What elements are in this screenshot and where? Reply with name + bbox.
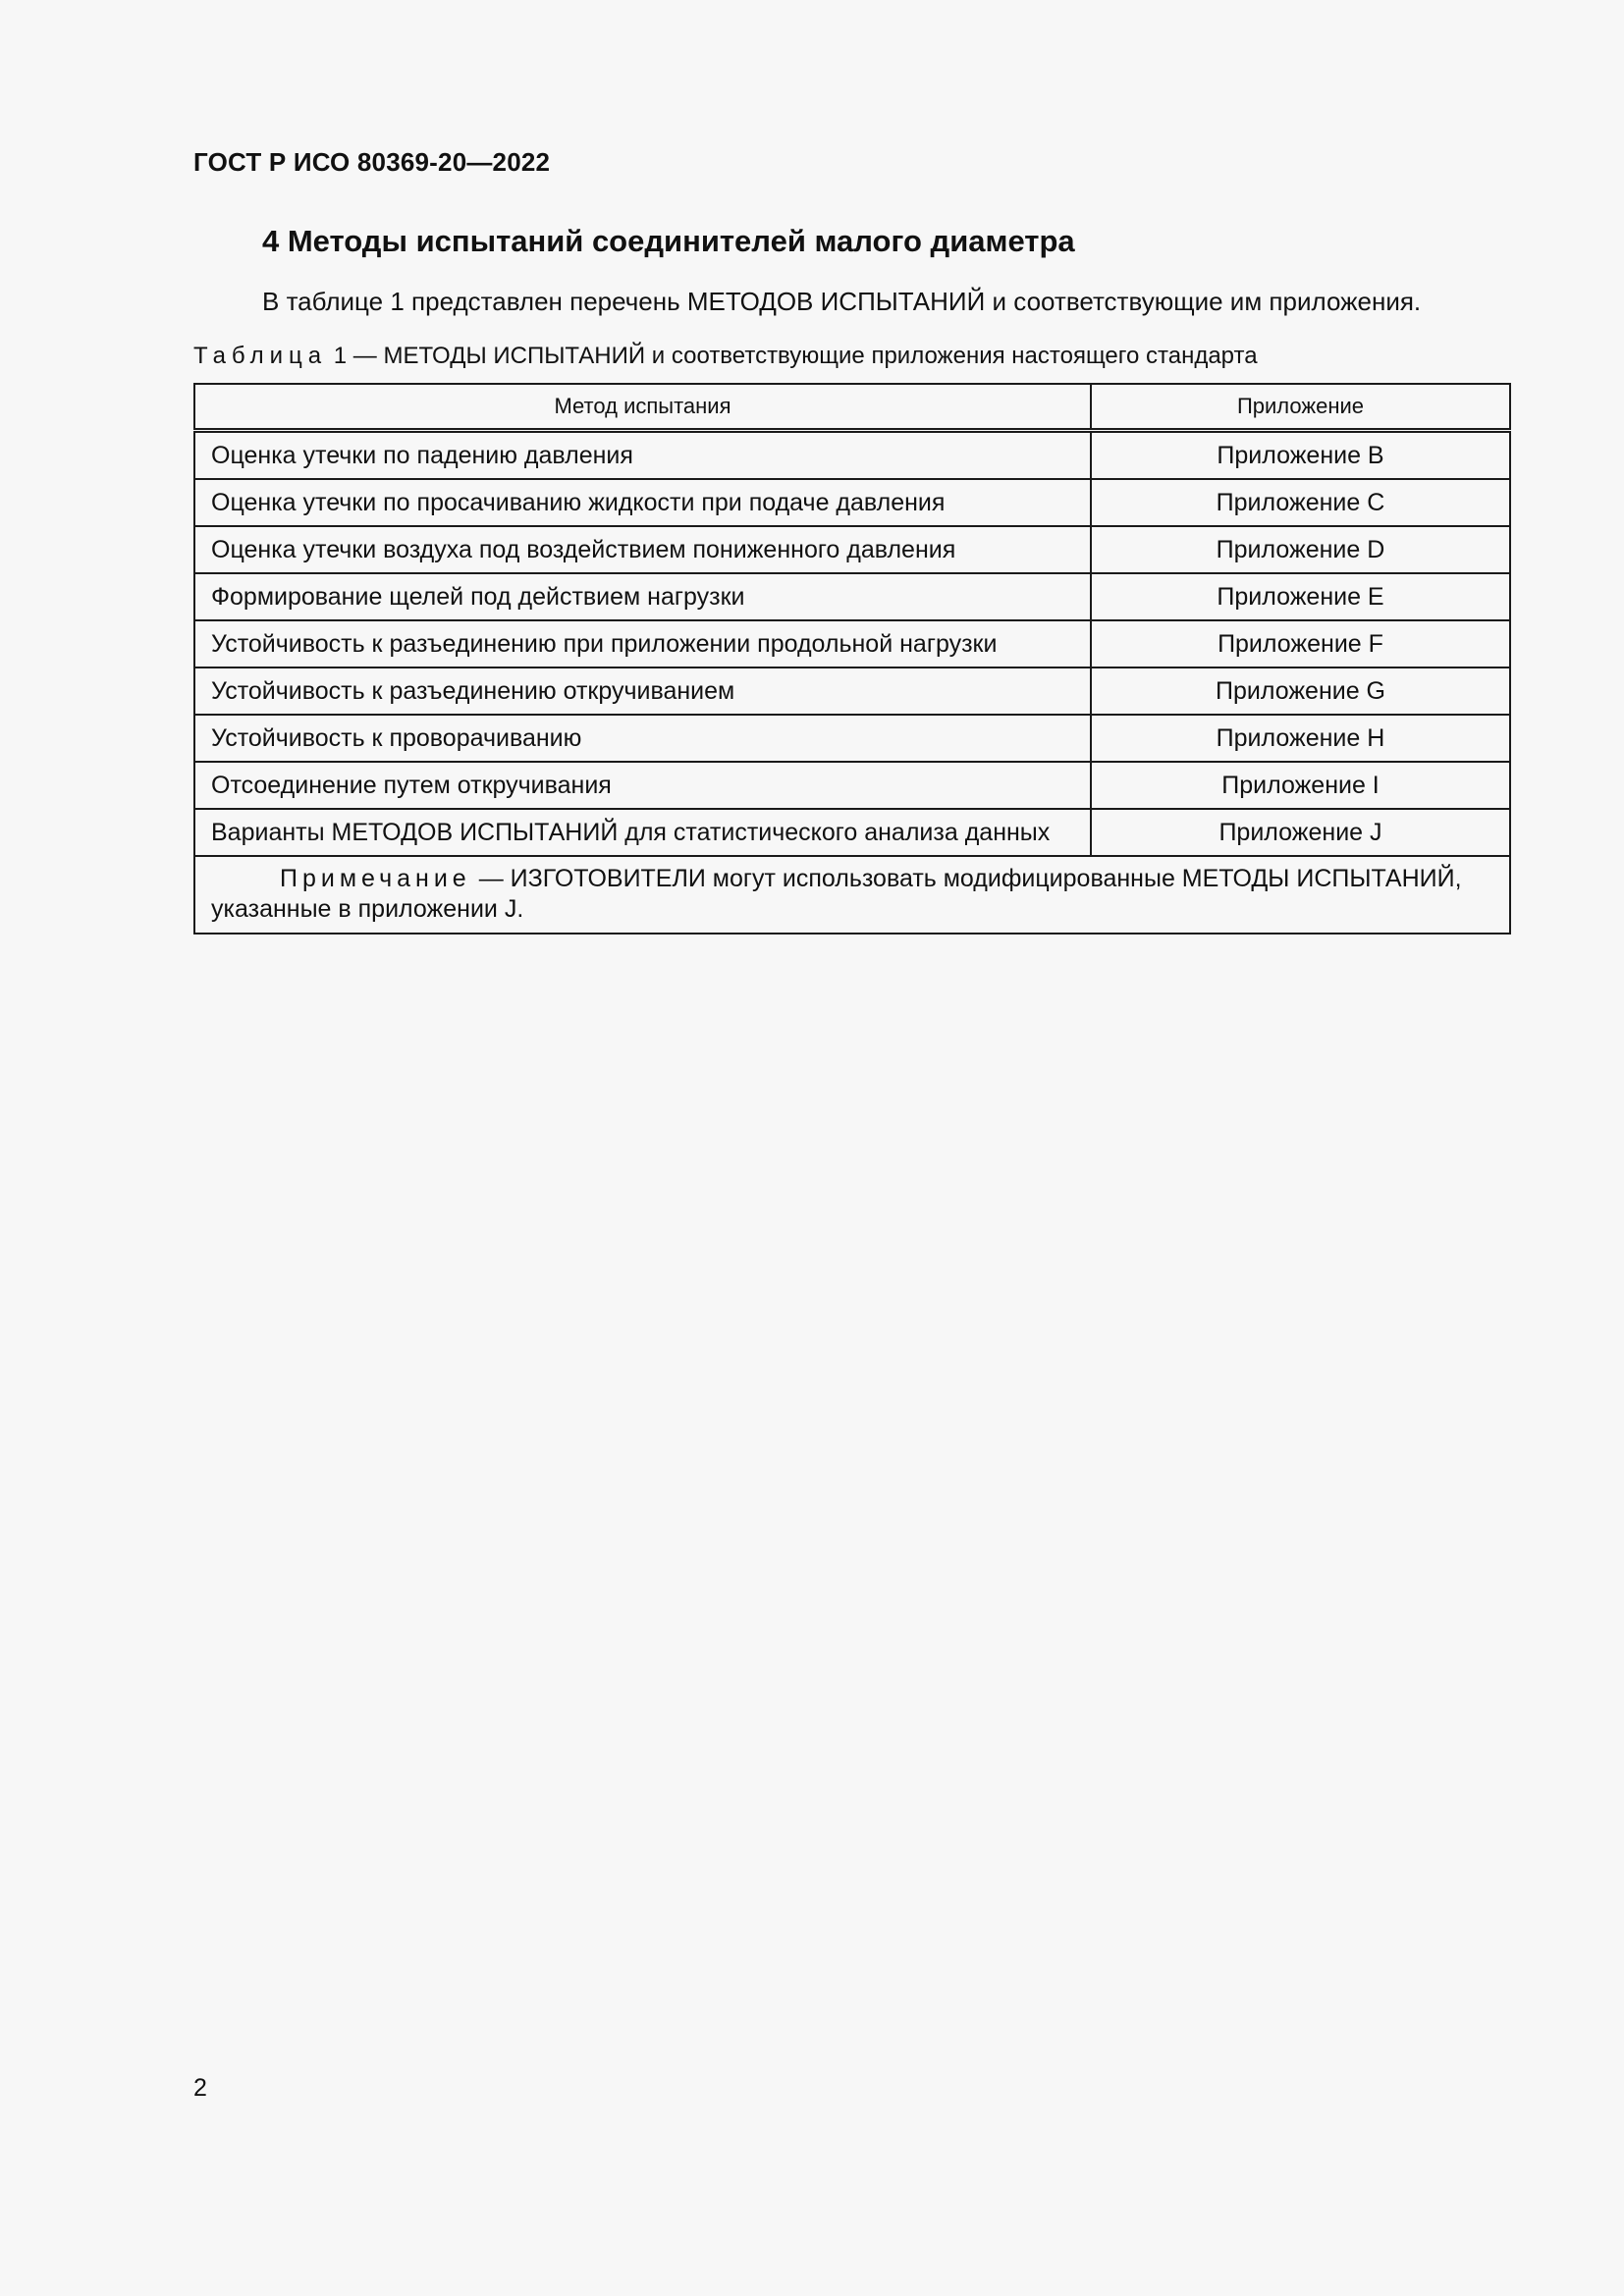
- annex-cell: Приложение H: [1091, 715, 1510, 762]
- test-methods-table: [193, 383, 1511, 934]
- annex-cell: Приложение E: [1091, 573, 1510, 620]
- column-header-annex: Приложение: [1091, 384, 1510, 431]
- intro-paragraph: В таблице 1 представлен перечень МЕТОДОВ ИСПЫТАНИЙ и соответствующие им приложения.: [262, 287, 1422, 316]
- note-text: — ИЗГОТОВИТЕЛИ могут использовать модифицированные МЕТОДЫ ИСПЫТАНИЙ, указанные в приложении J.: [211, 865, 1462, 923]
- table-note: [194, 856, 1510, 934]
- table-header-row: [194, 384, 1510, 431]
- method-cell: Отсоединение путем откручивания: [194, 762, 1091, 809]
- section-heading: 4 Методы испытаний соединителей малого диаметра: [262, 224, 1075, 258]
- page-number: 2: [193, 2074, 207, 2102]
- table-note-row: [194, 856, 1510, 934]
- method-cell: Оценка утечки по просачиванию жидкости при подаче давления: [194, 479, 1091, 526]
- table-caption-text: 1 — МЕТОДЫ ИСПЫТАНИЙ и соответствующие приложения настоящего стандарта: [333, 343, 1258, 369]
- table-row: [194, 667, 1510, 715]
- table-caption: [193, 343, 1258, 370]
- method-cell: Устойчивость к разъединению откручиванием: [194, 667, 1091, 715]
- table-caption-label: Таблица: [193, 343, 328, 369]
- annex-cell: Приложение B: [1091, 431, 1510, 480]
- table-row: [194, 762, 1510, 809]
- method-cell: Устойчивость к проворачиванию: [194, 715, 1091, 762]
- method-cell: Варианты МЕТОДОВ ИСПЫТАНИЙ для статистического анализа данных: [194, 809, 1091, 856]
- annex-cell: Приложение C: [1091, 479, 1510, 526]
- table-row: [194, 715, 1510, 762]
- table-row: [194, 526, 1510, 573]
- annex-cell: Приложение J: [1091, 809, 1510, 856]
- table-row: [194, 573, 1510, 620]
- annex-cell: Приложение I: [1091, 762, 1510, 809]
- table-row: [194, 620, 1510, 667]
- column-header-method: Метод испытания: [194, 384, 1091, 431]
- method-cell: Формирование щелей под действием нагрузки: [194, 573, 1091, 620]
- note-label: Примечание: [280, 865, 471, 892]
- method-cell: Оценка утечки воздуха под воздействием пониженного давления: [194, 526, 1091, 573]
- table-row: [194, 431, 1510, 480]
- method-cell: Устойчивость к разъединению при приложении продольной нагрузки: [194, 620, 1091, 667]
- table-row: [194, 809, 1510, 856]
- annex-cell: Приложение F: [1091, 620, 1510, 667]
- table-row: [194, 479, 1510, 526]
- annex-cell: Приложение D: [1091, 526, 1510, 573]
- method-cell: Оценка утечки по падению давления: [194, 431, 1091, 480]
- document-header: ГОСТ Р ИСО 80369-20—2022: [193, 147, 551, 177]
- annex-cell: Приложение G: [1091, 667, 1510, 715]
